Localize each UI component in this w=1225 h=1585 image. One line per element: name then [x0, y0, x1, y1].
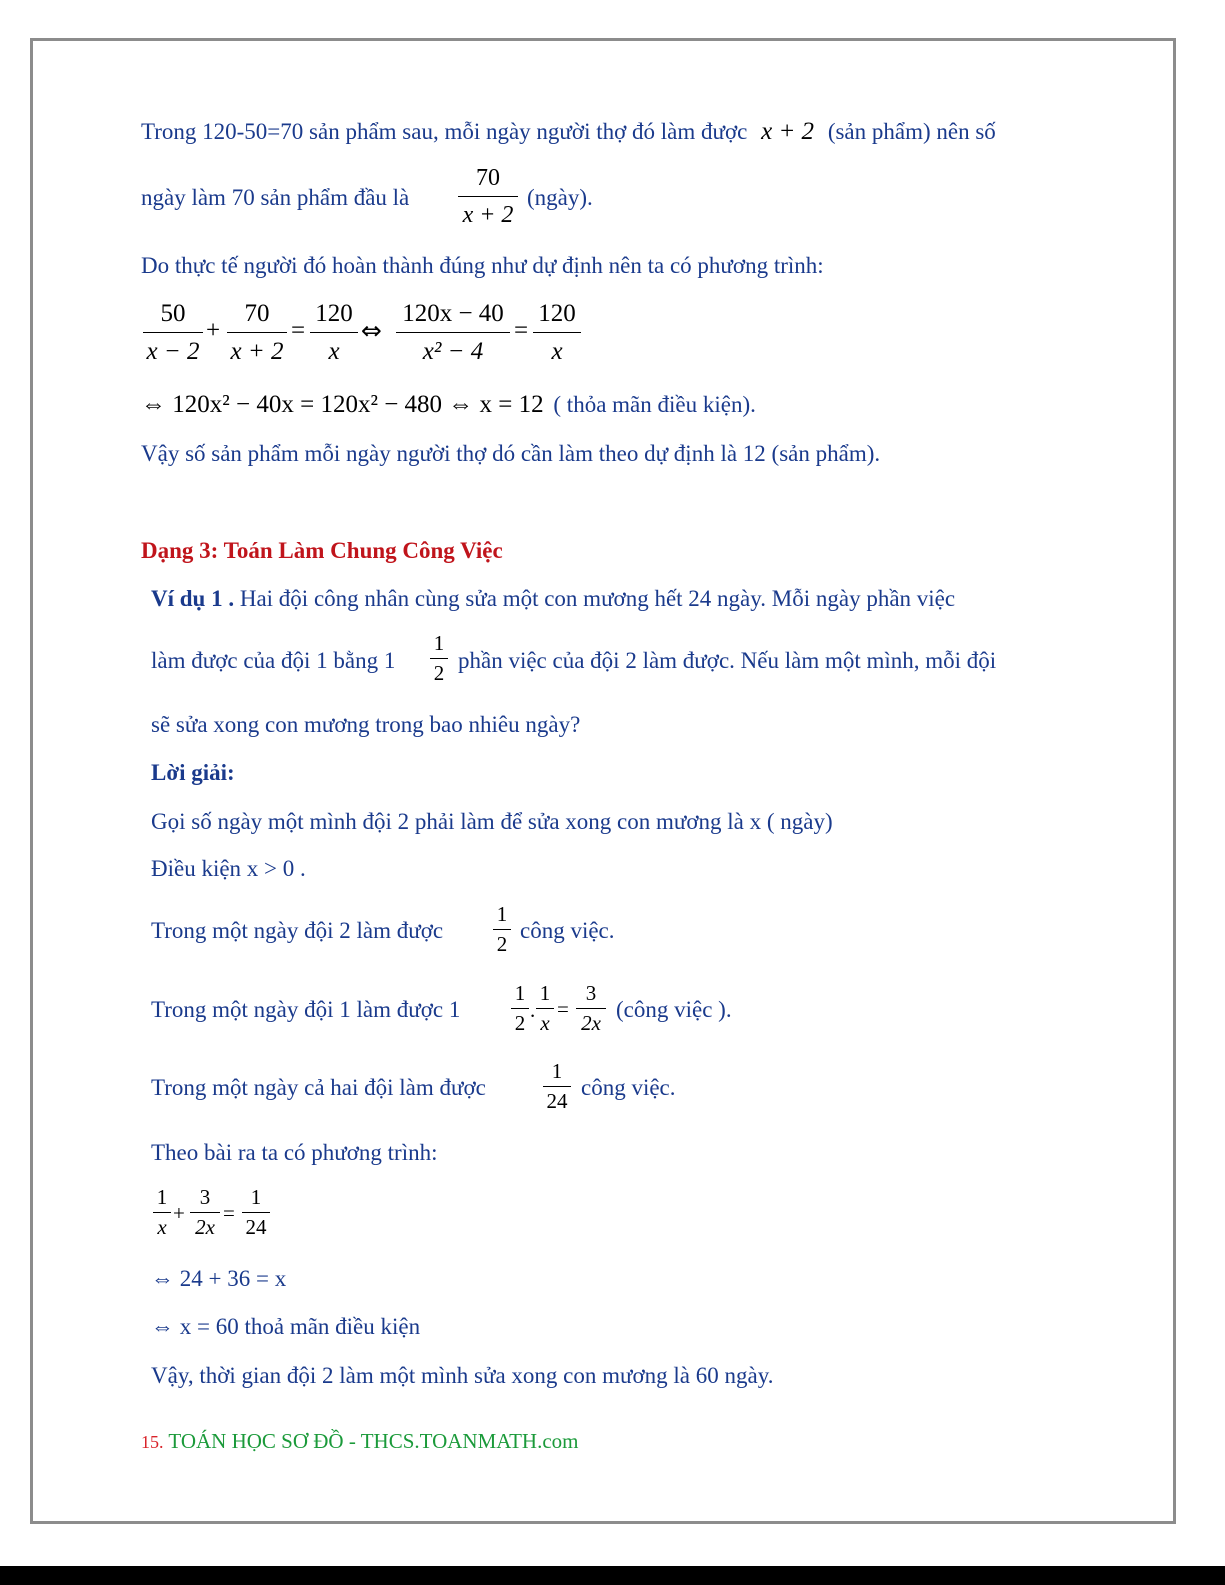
- solution-line-4b: (công việc ).: [616, 997, 732, 1022]
- s4-equals: =: [557, 997, 569, 1021]
- fraction-70-over-x-plus-2: 70 x + 2: [458, 166, 518, 227]
- solution-line-8: ⇔ x = 60 thoả mãn điều kiện: [151, 1314, 421, 1339]
- example-line-2b: phần việc của đội 2 làm được. Nếu làm một mình, mỗi đội: [458, 648, 997, 673]
- eq3-plus: +: [173, 1201, 185, 1225]
- solution-line-5a: Trong một ngày cả hai đội làm được: [151, 1075, 486, 1100]
- text-line-2b: (ngày).: [527, 185, 593, 210]
- s4-fraction-1: 1 2: [511, 983, 529, 1034]
- solution-line-3b: công việc.: [520, 918, 615, 943]
- eq1-equals-2: =: [514, 317, 529, 344]
- eq1-iff: ⇔: [361, 316, 382, 345]
- eq3-fraction-1: 1 x: [153, 1187, 171, 1238]
- fraction-1-over-24: 1 24: [543, 1061, 571, 1112]
- footer-source: TOÁN HỌC SƠ ĐỒ - THCS.TOANMATH.com: [168, 1429, 579, 1453]
- eq3-fraction-2: 3 2x: [190, 1187, 220, 1238]
- solution-line-6: Theo bài ra ta có phương trình:: [151, 1140, 438, 1165]
- eq1-equals: =: [291, 317, 306, 344]
- eq1-fraction-1: 50 x − 2: [143, 301, 203, 364]
- solution-line-9: Vậy, thời gian đội 2 làm một mình sửa xong con mương là 60 ngày.: [151, 1363, 774, 1388]
- solution-line-1: Gọi số ngày một mình đội 2 phải làm để sửa xong con mương là x ( ngày): [151, 809, 833, 834]
- conclusion-1: Vậy số sản phẩm mỗi ngày người thợ dó cần làm theo dự định là 12 (sản phẩm).: [141, 441, 881, 466]
- equation-2: ⇔ 120x² − 40x = 120x² − 480 ⇔ x = 12: [141, 391, 544, 418]
- example-line-2a: làm được của đội 1 bằng 1: [151, 648, 396, 673]
- text-line-3: Do thực tế người đó hoàn thành đúng như dự định nên ta có phương trình:: [141, 253, 824, 278]
- s4-fraction-3: 3 2x: [576, 983, 606, 1034]
- solution-line-2: Điều kiện x > 0 .: [151, 856, 306, 881]
- section-heading: Dạng 3: Toán Làm Chung Công Việc: [141, 538, 503, 563]
- s4-fraction-2: 1 x: [536, 983, 554, 1034]
- bottom-bar: [0, 1566, 1225, 1585]
- s4-dot: .: [530, 998, 536, 1022]
- text-line-1: Trong 120-50=70 sản phẩm sau, mỗi ngày người thợ đó làm được x + 2 (sản phẩm) nên số: [141, 118, 996, 145]
- solution-line-7: ⇔ 24 + 36 = x: [151, 1266, 287, 1291]
- solution-line-3a: Trong một ngày đội 2 làm được: [151, 918, 444, 943]
- eq1-plus: +: [206, 317, 221, 344]
- text-line-2a: ngày làm 70 sản phẩm đầu là: [141, 185, 410, 210]
- math-expr-x-plus-2: x + 2: [761, 118, 815, 145]
- eq1-fraction-2: 70 x + 2: [227, 301, 287, 364]
- solution-line-4a: Trong một ngày đội 1 làm được 1: [151, 997, 461, 1022]
- eq1-fraction-4: 120x − 40 x² − 4: [396, 301, 510, 364]
- equation-2-line: ⇔ 120x² − 40x = 120x² − 480 ⇔ x = 12 ( thỏa mãn điều kiện).: [141, 391, 756, 418]
- eq1-fraction-3: 120 x: [310, 301, 358, 364]
- fraction-1-over-2: 1 2: [493, 904, 511, 955]
- solution-line-5b: công việc.: [581, 1075, 676, 1100]
- eq3-fraction-3: 1 24: [242, 1187, 270, 1238]
- example-line-3: sẽ sửa xong con mương trong bao nhiêu ngày?: [151, 712, 581, 737]
- example-label: Ví dụ 1 .: [151, 586, 235, 611]
- footer: [141, 1431, 578, 1452]
- page-number: 15.: [141, 1432, 164, 1452]
- eq3-equals: =: [223, 1201, 235, 1225]
- example-line-1: Ví dụ 1 . Hai đội công nhân cùng sửa một con mương hết 24 ngày. Mỗi ngày phần việc: [151, 586, 956, 611]
- eq1-fraction-5: 120 x: [533, 301, 581, 364]
- solution-label: Lời giải:: [151, 760, 235, 785]
- example-mixed-fraction: 1 2: [430, 633, 448, 684]
